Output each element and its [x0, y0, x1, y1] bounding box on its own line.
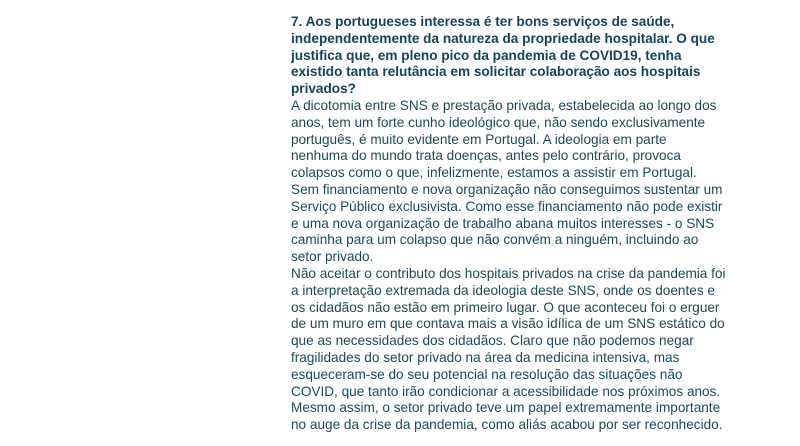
interview-question: 7. Aos portugueses interessa é ter bons serviços de saúde, independentemente da natureza da propriedade hospitalar. O que justifica que, em pleno pico da pandemia de COVID19, tenha existido tanta relutância em solicitar colaboração aos hospitais privados?	[291, 14, 715, 97]
answer-paragraph-1: A dicotomia entre SNS e prestação privada, estabelecida ao longo dos anos, tem um forte cunho ideológico que, não sendo exclusivamente português, é muito evidente em Portugal. A ideologia em parte nenhuma do mundo trata doenças, antes pelo contrário, provoca colapsos como o que, infelizmente, estamos a assistir em Portugal. Sem financiamento e nova organização não conseguimos sustentar um Serviço Público exclusivista. Como esse financiamento não pode existir e uma nova organização de trabalho abana muitos interesses - o SNS caminha para um colapso que não convém a ninguém, incluindo ao setor privado.	[291, 97, 723, 265]
article-body	[291, 14, 727, 434]
answer-paragraph-2: Não aceitar o contributo dos hospitais privados na crise da pandemia foi a interpretação extremada da ideologia deste SNS, onde os doentes e os cidadãos não estão em primeiro lugar. O que aconteceu foi o erguer de um muro em que contava mais a visão idílica de um SNS estático do que as necessidades dos cidadãos. Claro que não podemos negar fragilidades do setor privado na área da medicina intensiva, mas esqueceram-se do seu potencial na resolução das situações não COVID, que tanto irão condicionar a acessibilidade nos próximos anos. Mesmo assim, o setor privado teve um papel extremamente importante no auge da crise da pandemia, como aliás acabou por ser reconhecido.	[291, 265, 726, 433]
